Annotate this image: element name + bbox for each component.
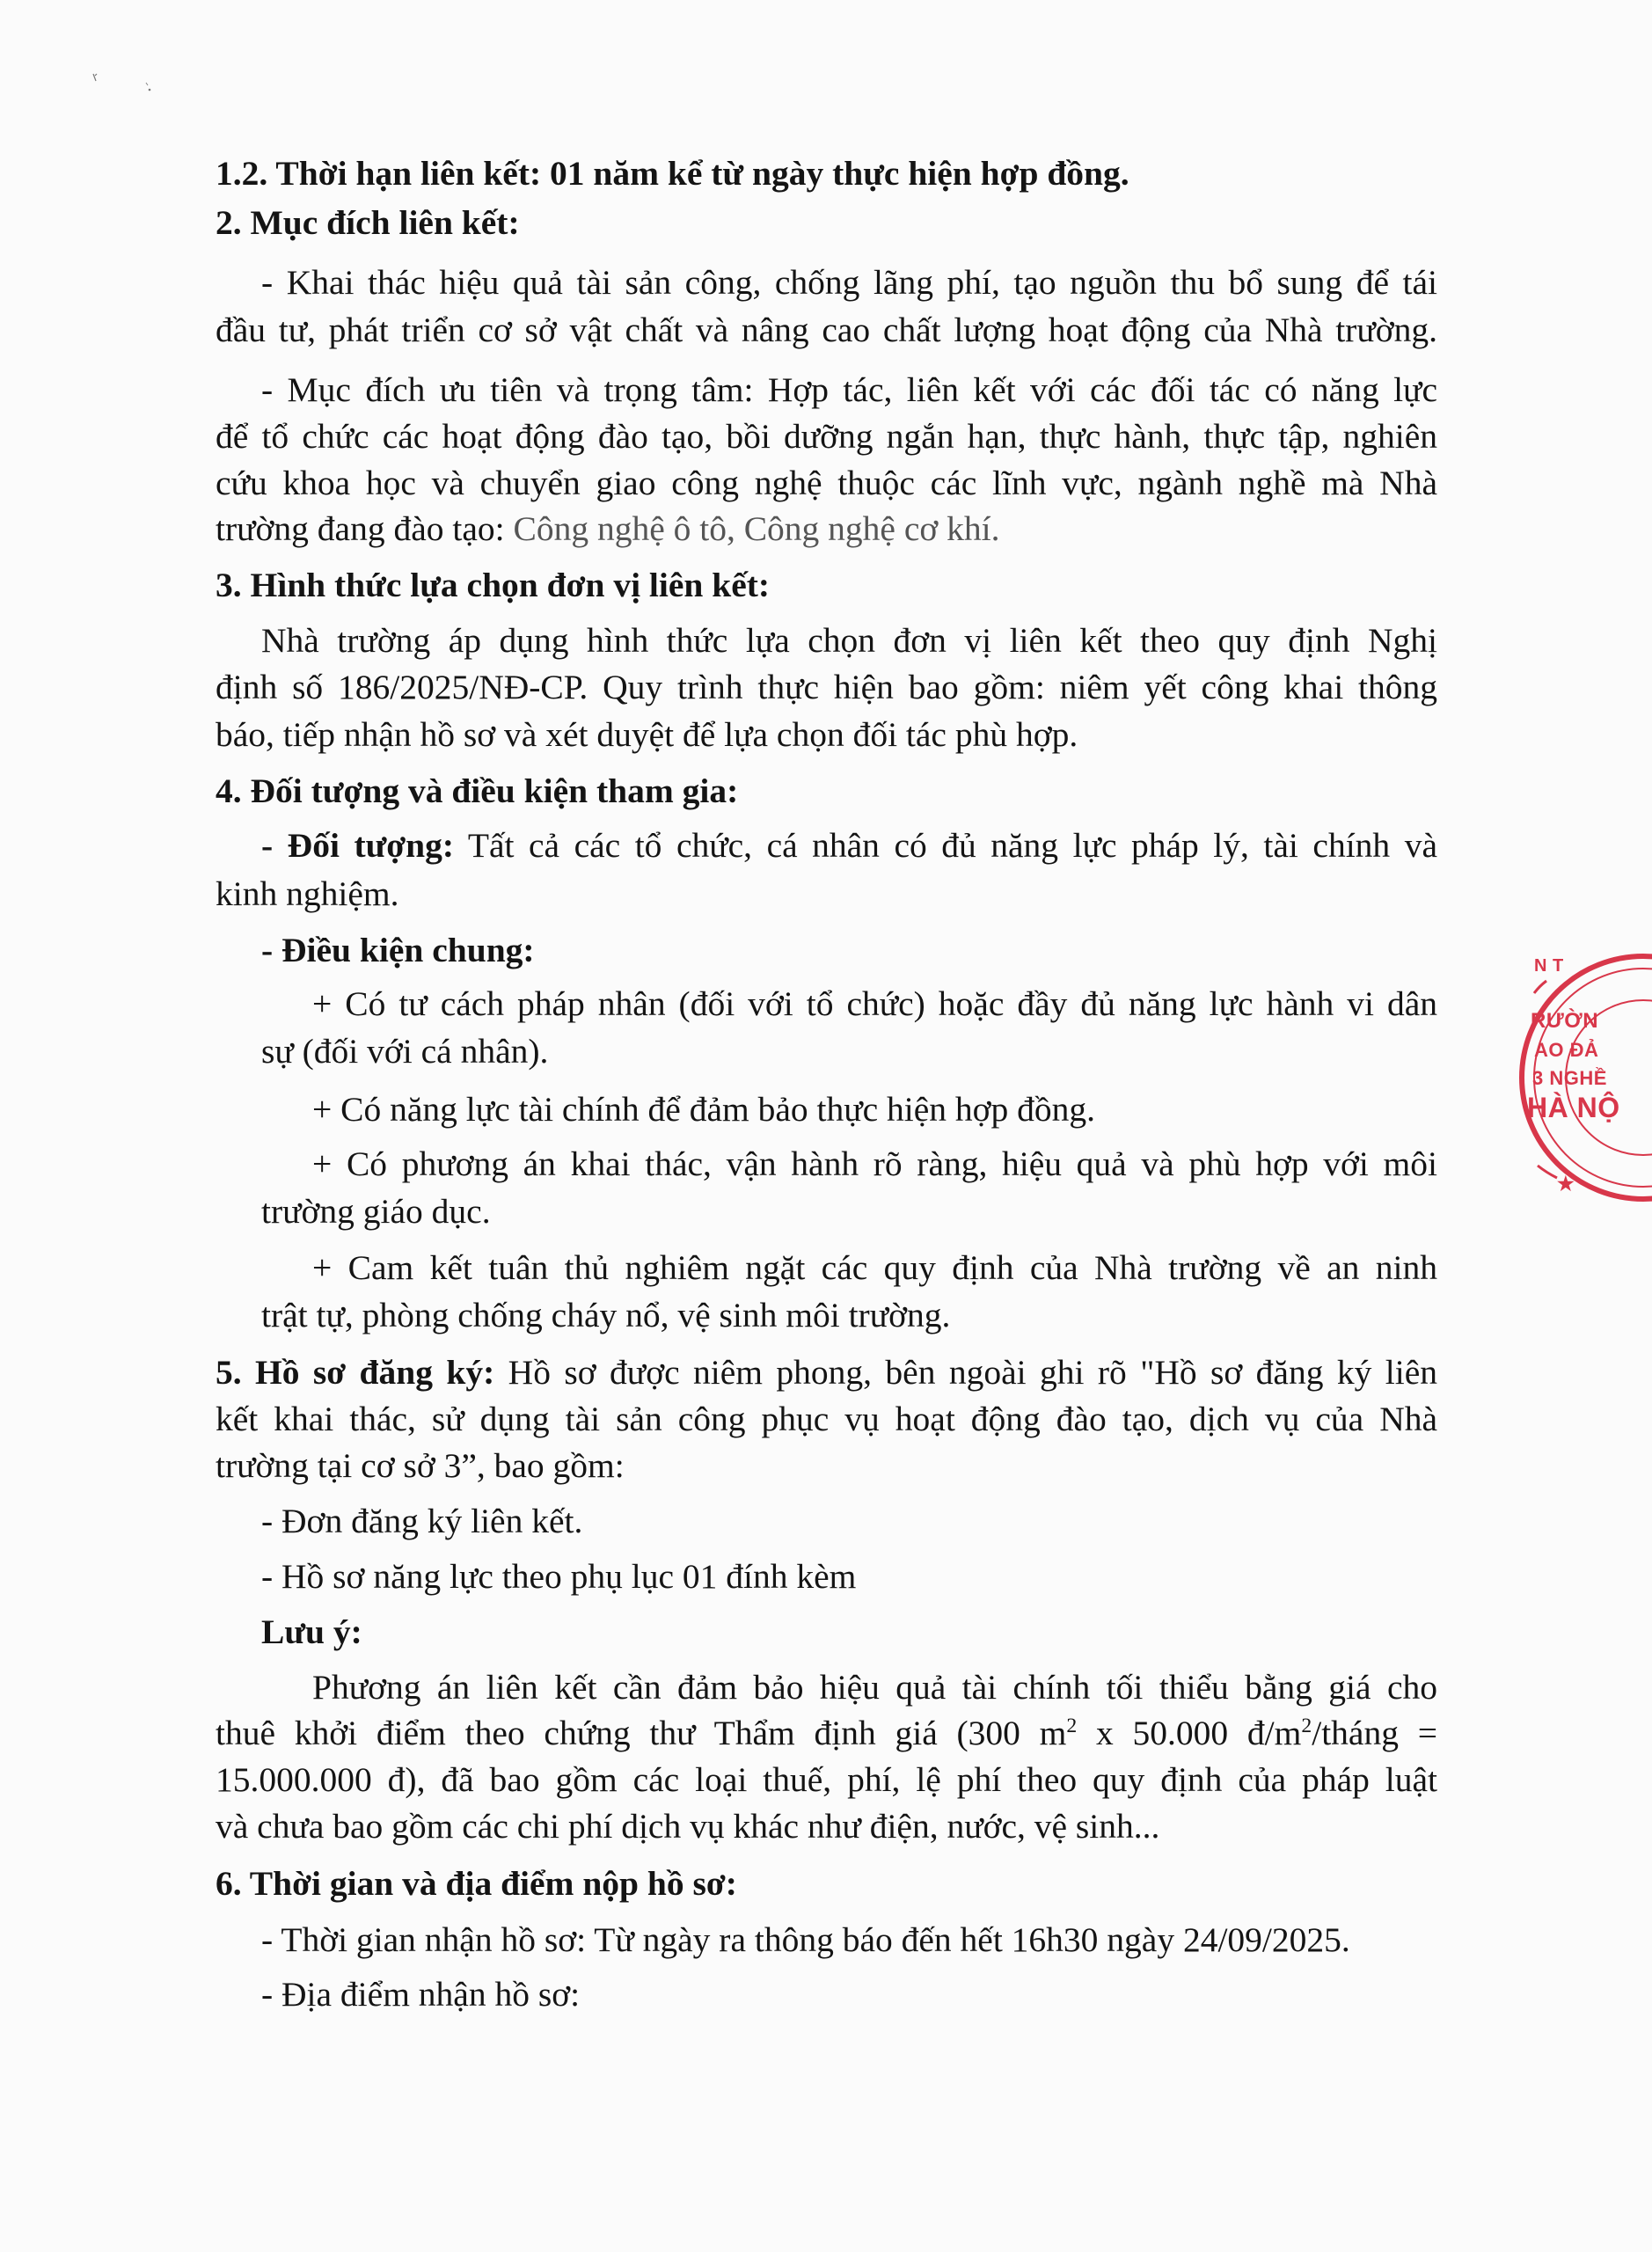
text-run: - Mục đích ưu tiên và trọng tâm: Hợp tác, liên kết với các đối tác có năng lực <box>261 370 1437 409</box>
seal-text: AO ĐẢ <box>1534 1039 1599 1061</box>
bold-text-run: 6. Thời gian và địa điểm nộp hồ sơ: <box>216 1864 737 1903</box>
text-run: sự (đối với cá nhân). <box>261 1032 549 1071</box>
text-run: - Hồ sơ năng lực theo phụ lục 01 đính kèm <box>261 1557 857 1596</box>
list-item <box>312 1246 1437 1290</box>
list-item <box>261 1972 580 2016</box>
paragraph-line <box>216 507 999 551</box>
text-run: cứu khoa học và chuyển giao công nghệ thuộc các lĩnh vực, ngành nghề mà Nhà <box>216 464 1437 502</box>
text-run: - Đơn đăng ký liên kết. <box>261 1502 583 1540</box>
paragraph-line <box>216 1758 1437 1802</box>
text-run: /tháng = <box>1312 1714 1437 1752</box>
text-run: và chưa bao gồm các chi phí dịch vụ khác như điện, nước, vệ sinh... <box>216 1807 1160 1846</box>
heading-2-purpose <box>216 201 520 245</box>
bold-text-run: 1.2. Thời hạn liên kết: 01 năm kể từ ngày thực hiện hợp đồng. <box>216 154 1129 193</box>
text-run: trường giáo dục. <box>261 1192 491 1231</box>
text-run: Phương án liên kết cần đảm bảo hiệu quả tài chính tối thiểu bằng giá cho <box>312 1668 1437 1707</box>
bold-text-run: - Điều kiện chung: <box>261 931 535 969</box>
text-run: + Có tư cách pháp nhân (đối với tổ chức) hoặc đầy đủ năng lực hành vi dân <box>312 984 1437 1023</box>
text-run: - Khai thác hiệu quả tài sản công, chống lãng phí, tạo nguồn thu bổ sung để tái <box>261 263 1437 302</box>
bold-text-run: Lưu ý: <box>261 1612 362 1651</box>
scan-specks <box>84 63 164 99</box>
text-run: đầu tư, phát triển cơ sở vật chất và nâng cao chất lượng hoạt động của Nhà trường. <box>216 311 1437 349</box>
paragraph-line <box>216 1711 1437 1755</box>
paragraph-line <box>261 368 1437 412</box>
seal-text: N T <box>1534 956 1564 976</box>
superscript: 2 <box>1066 1714 1078 1737</box>
paragraph-line <box>261 823 1437 867</box>
list-item <box>312 1087 1095 1131</box>
text-run: Tất cả các tổ chức, cá nhân có đủ năng lực pháp lý, tài chính và <box>454 826 1437 865</box>
text-run: Công nghệ ô tô, Công nghệ cơ khí. <box>513 509 1000 548</box>
text-run: định số 186/2025/NĐ-CP. Quy trình thực hiện bao gồm: niêm yết công khai thông <box>216 668 1437 706</box>
text-run: trật tự, phòng chống cháy nổ, vệ sinh môi trường. <box>261 1296 951 1334</box>
paragraph-line <box>261 1029 548 1073</box>
heading-3-selection-method <box>216 563 770 607</box>
paragraph-line <box>216 1804 1159 1848</box>
heading-1-2-duration <box>216 151 1129 195</box>
text-run: báo, tiếp nhận hồ sơ và xét duyệt để lựa chọn đối tác phù hợp. <box>216 715 1078 754</box>
text-run: 15.000.000 đ), đã bao gồm các loại thuế, phí, lệ phí theo quy định của pháp luật <box>216 1760 1437 1799</box>
text-run: trường tại cơ sở 3”, bao gồm: <box>216 1446 625 1485</box>
paragraph-line <box>261 1293 950 1337</box>
bold-text-run: - Đối tượng: <box>261 826 455 865</box>
text-run: thuê khởi điểm theo chứng thư Thẩm định giá (300 m <box>216 1714 1067 1752</box>
text-run: Nhà trường áp dụng hình thức lựa chọn đơn vị liên kết theo quy định Nghị <box>261 621 1437 660</box>
superscript: 2 <box>1301 1714 1312 1737</box>
bold-text-run: 5. Hồ sơ đăng ký: <box>216 1353 495 1392</box>
subheading-general-conditions <box>261 928 535 972</box>
paragraph-line <box>261 1189 491 1233</box>
seal-ring-graphic <box>1511 946 1652 1210</box>
seal-text: 3 NGHỀ <box>1532 1067 1607 1089</box>
text-run: - Địa điểm nhận hồ sơ: <box>261 1975 581 2014</box>
paragraph-line <box>261 618 1437 662</box>
paragraph-line <box>216 1350 1437 1394</box>
red-seal-stamp <box>1511 946 1643 1210</box>
heading-4-participants <box>216 769 738 813</box>
list-item <box>261 1554 856 1598</box>
text-run: x 50.000 đ/m <box>1077 1714 1302 1752</box>
text-run: - Thời gian nhận hồ sơ: Từ ngày ra thông báo đến hết 16h30 ngày 24/09/2025. <box>261 1920 1350 1959</box>
bold-text-run: 3. Hình thức lựa chọn đơn vị liên kết: <box>216 566 771 604</box>
bold-text-run: 4. Đối tượng và điều kiện tham gia: <box>216 771 739 810</box>
text-run: + Có phương án khai thác, vận hành rõ ràng, hiệu quả và phù hợp với môi <box>312 1144 1437 1183</box>
paragraph-line <box>216 461 1437 505</box>
text-run: để tổ chức các hoạt động đào tạo, bồi dưỡng ngắn hạn, thực hành, thực tập, nghiên <box>216 417 1437 456</box>
seal-text: RƯỜN <box>1531 1009 1599 1033</box>
text-run: kết khai thác, sử dụng tài sản công phục vụ hoạt động đào tạo, dịch vụ của Nhà <box>216 1400 1437 1438</box>
list-item <box>312 982 1437 1026</box>
paragraph-line <box>216 414 1437 458</box>
seal-text: HÀ NỘ <box>1527 1092 1620 1123</box>
text-run: + Có năng lực tài chính để đảm bảo thực hiện hợp đồng. <box>312 1090 1096 1129</box>
seal-star: ★ <box>1557 1173 1575 1195</box>
paragraph-line <box>261 260 1437 304</box>
list-item <box>312 1142 1437 1186</box>
list-item <box>261 1499 582 1543</box>
paragraph-line <box>216 665 1437 709</box>
text-run: kinh nghiệm. <box>216 874 399 913</box>
subheading-note <box>261 1610 362 1654</box>
bold-text-run: 2. Mục đích liên kết: <box>216 203 520 242</box>
paragraph-line <box>216 1397 1437 1441</box>
heading-6-submission <box>216 1861 737 1905</box>
text-run: trường đang đào tạo: <box>216 509 514 548</box>
paragraph-line <box>216 713 1078 757</box>
text-run: + Cam kết tuân thủ nghiêm ngặt các quy định của Nhà trường về an ninh <box>312 1248 1437 1287</box>
paragraph-line <box>216 1444 625 1488</box>
paragraph-line <box>216 308 1437 352</box>
text-run: Hồ sơ được niêm phong, bên ngoài ghi rõ "Hồ sơ đăng ký liên <box>494 1353 1438 1392</box>
list-item <box>261 1918 1350 1962</box>
paragraph-line <box>216 872 398 916</box>
paragraph-line <box>312 1665 1437 1709</box>
